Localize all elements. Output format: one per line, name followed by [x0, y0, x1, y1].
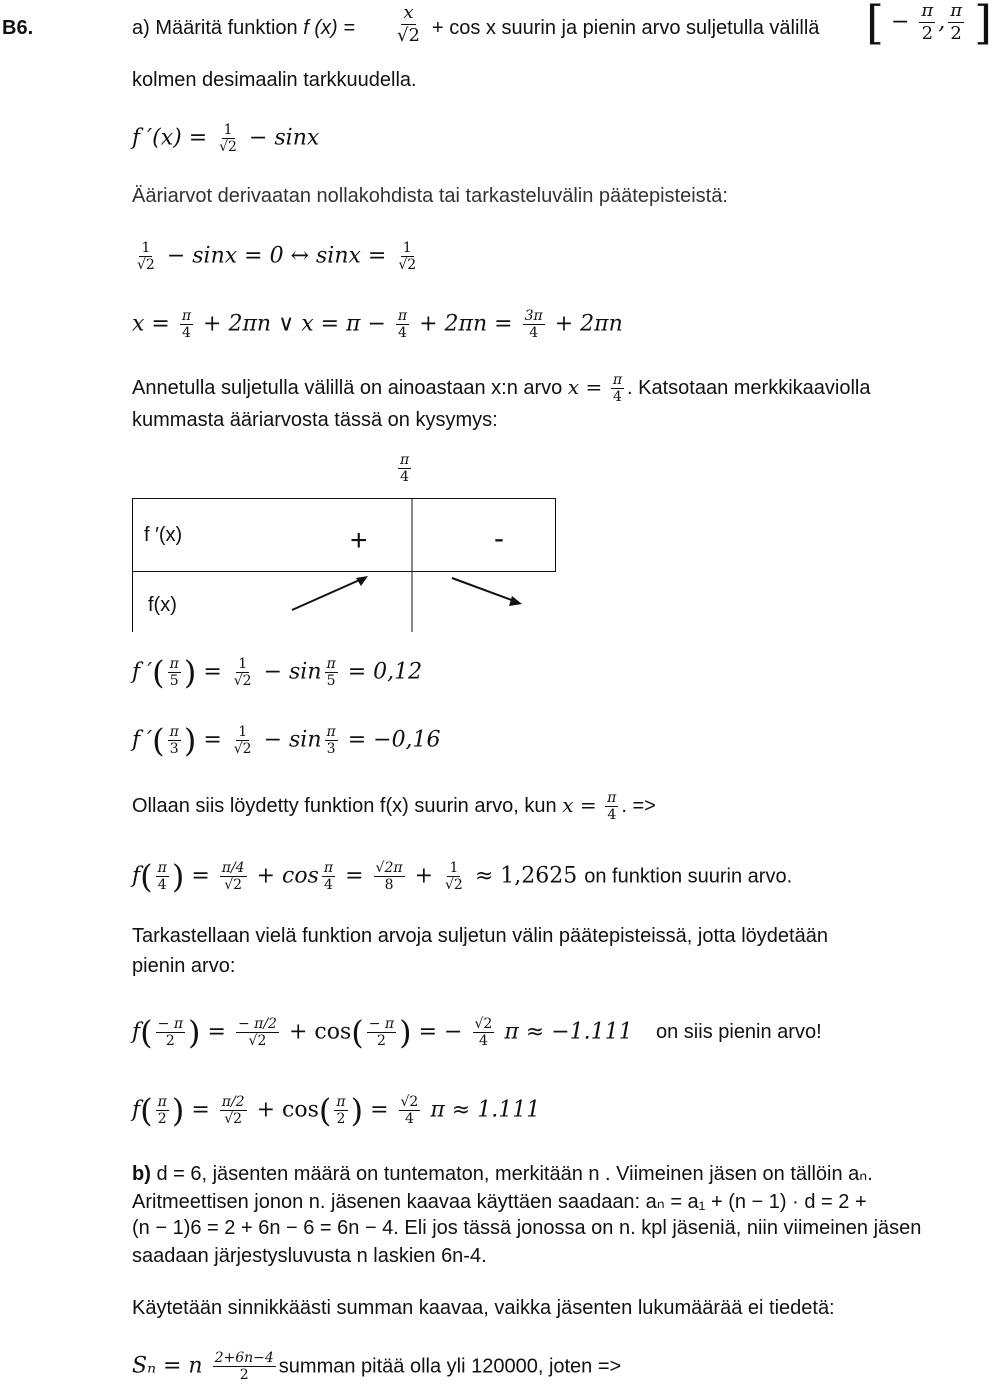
minus-sign: - — [494, 522, 504, 555]
sign-table-grid — [132, 498, 556, 632]
derivative-equation: f ′(x) = $\frac{1}{√2}$ − sinx — [132, 122, 320, 155]
sign-table — [132, 498, 556, 632]
row-function-label: f(x) — [148, 594, 177, 616]
extrema-heading: Ääriarvot derivaatan nollakohdista tai tarkasteluvälin päätepisteistä: — [132, 185, 728, 207]
min-value-text: on siis pienin arvo! — [656, 1021, 822, 1043]
max-value-equation: f( $\frac{\pi}{4}$ ) = $\frac{\pi/4}{√2}$ + cos $\frac{\pi}{4}$ = $\frac{√2\pi}{8}$ + $\frac{1}{√2}$ ≈ 1,2625 on funktion suurin arvo. — [132, 857, 793, 896]
zero-equation: $\frac{1}{√2}$ − sinx = 0 ↔ sinx = $\frac{1}{√2}$ — [137, 240, 417, 273]
decreasing-arrowhead — [509, 596, 522, 606]
endpoint-text-2: pienin arvo: — [132, 955, 236, 977]
part-a-text: a) Määritä funktion — [132, 17, 298, 39]
sum-formula-text: Käytetään sinnikkäästi summan kaavaa, vaikka jäsenten lukumäärää ei tiedetä: — [132, 1297, 835, 1319]
decreasing-arrow — [452, 578, 517, 602]
right-endpoint-equation: f( $\frac{\pi}{2}$ ) = $\frac{\pi/2}{√2}$ + cos( $\frac{\pi}{2}$ ) = $\frac{√2}{4}$ π ≈ 1.111 — [132, 1091, 541, 1130]
interval-bracket: [ − $\frac{\pi}{2}$ , $\frac{\pi}{2}$ ] — [866, 0, 992, 50]
interval-text: Annetulla suljetulla välillä on ainoastaan x:n arvo x = $\frac{\pi}{4}$ . Katsotaan merkkikaaviolla — [132, 372, 871, 405]
min-value-equation: f( $\frac{- \pi}{2}$ ) = $\frac{- \pi/2}{√2}$ + cos( $\frac{- \pi}{2}$ ) = − $\frac{√2}{4}$ π ≈ −1.111 — [132, 1013, 633, 1052]
part-a-prefix — [132, 16, 355, 40]
part-a-func: f (x) = — [303, 17, 355, 39]
interval-text-2: kummasta ääriarvosta tässä on kysymys: — [132, 409, 498, 431]
plus-sign: + — [350, 524, 368, 557]
solutions-equation: x = $\frac{\pi}{4}$ + 2πn ∨ x = π − $\frac{\pi}{4}$ + 2πn = $\frac{3\pi}{4}$ + 2πn — [132, 308, 623, 341]
increasing-arrow — [292, 578, 364, 610]
part-b-line-1: b) d = 6, jäsenten määrä on tuntematon, merkitään n . Viimeinen jäsen on tällöin aₙ. — [132, 1163, 873, 1185]
part-a-fraction: $\frac{x}{√2}$ — [397, 2, 420, 46]
part-a-middle: + cos x suurin ja pienin arvo suljetulla välillä — [432, 17, 820, 39]
found-max-text: Ollaan siis löydetty funktion f(x) suurin arvo, kun x = $\frac{\pi}{4}$ . => — [132, 790, 656, 823]
part-a-line2: kolmen desimaalin tarkkuudella. — [132, 69, 417, 91]
part-b-line-3: (n − 1)6 = 2 + 6n − 6 = 6n − 4. Eli jos tässä jonossa on n. kpl jäseniä, niin viimeinen jäsen — [132, 1217, 922, 1239]
part-b-line-4: saadaan järjestysluvusta n laskien 6n-4. — [132, 1245, 487, 1267]
sign-table-top-value: $\frac{\pi}{4}$ — [400, 452, 410, 485]
row-derivative-label: f ′(x) — [144, 524, 183, 546]
part-b-line-2: Aritmeettisen jonon n. jäsenen kaavaa käyttäen saadaan: aₙ = a₁ + (n − 1) · d = 2 + — [132, 1191, 867, 1213]
check-pi-over-3: f ′( $\frac{\pi}{3}$ ) = $\frac{1}{√2}$ − sin $\frac{\pi}{3}$ = −0,16 — [132, 721, 441, 760]
endpoint-text-1: Tarkastellaan vielä funktion arvoja suljetun välin päätepisteissä, jotta löydetään — [132, 925, 828, 947]
sum-equation: Sₙ = n $\frac{2+6n-4}{2}$ summan pitää olla yli 120000, joten => — [132, 1350, 622, 1383]
check-pi-over-5: f ′( $\frac{\pi}{5}$ ) = $\frac{1}{√2}$ − sin $\frac{\pi}{5}$ = 0,12 — [132, 653, 423, 692]
task-number: B6. — [2, 17, 34, 39]
